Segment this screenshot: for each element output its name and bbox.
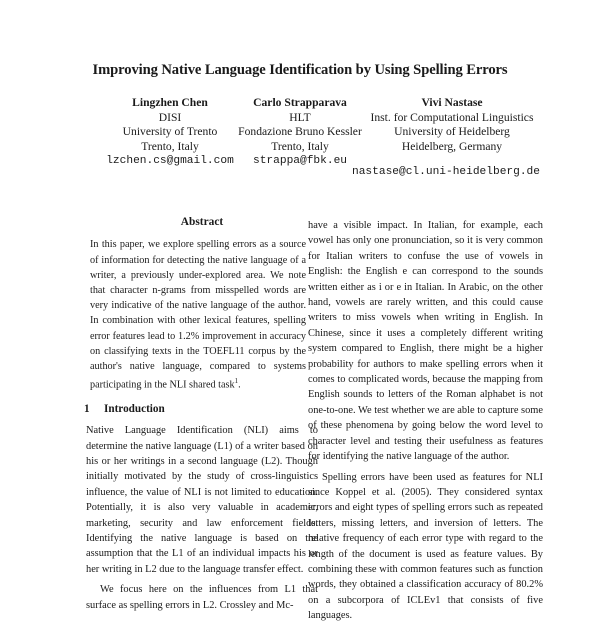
author-name: Lingzhen Chen (132, 96, 208, 109)
author-location: Heidelberg, Germany (401, 139, 503, 153)
author-name: Carlo Strapparava (253, 96, 347, 109)
abstract-end: . (238, 379, 241, 391)
author-affiliation: Inst. for Computational Linguistics (370, 110, 534, 124)
author-location: Trento, Italy (271, 139, 329, 153)
paper-title: Improving Native Language Identification by Using Spelling Errors (92, 62, 508, 78)
section-number: 1 (84, 402, 90, 415)
paragraph: We focus here on the influences from L1 that surface as spelling errors in L2. Crossley and Mc- (86, 584, 318, 611)
author-affiliation: Fondazione Bruno Kessler (238, 125, 362, 139)
section-heading (84, 402, 318, 417)
footnote-mark: 1 (234, 377, 239, 386)
author-location: Trento, Italy (141, 139, 199, 153)
author-email: lzchen.cs@gmail.com (106, 155, 234, 168)
paragraph: Native Language Identification (NLI) aims to determine the native language (L1) of a writer based on his or her writings in a second language (L2). Though initially motivated by the study of cross-linguistics influence, the value of NLI is not limited to education. Potentially, it is also very valuable in academic, marketing, security and law enforcement fields. Identifying the native language is based on the assumption that the L1 of an individual impacts his or her writing in L2 due to the language transfer effect. (86, 425, 318, 575)
author-affiliation: University of Trento (122, 125, 218, 139)
section-title: Introduction (104, 402, 165, 415)
author-affiliation: HLT (289, 110, 311, 124)
abstract-text (86, 237, 318, 392)
abstract-heading: Abstract (180, 216, 224, 228)
right-column (308, 218, 543, 624)
author-email: nastase@cl.uni-heidelberg.de (352, 166, 540, 178)
author-affiliation: University of Heidelberg (394, 125, 510, 139)
abstract-body: In this paper, we explore spelling errors as a source of information for detecting the native language of a writer, a previously under-explored area. We note that character n-grams from misspelled words are very indicative of the native language of the author. In combination with other lexical features, spelling error features lead to 1.2% improvement in accuracy on classifying texts in the TOEFL11 corpus by the author's native language, compared to systems participating in the NLI shared task (90, 239, 306, 391)
author-email: strappa@fbk.eu (253, 155, 347, 168)
author-block-3 (352, 96, 552, 154)
paragraph: Spelling errors have been used as features for NLI since Koppel et al. (2005). They considered syntax errors and eight types of spelling errors such as repeated letters, missing letters, and inversion of letters. The relative frequency of each error type with regard to the length of the document is used as feature values. By combining these with common features such as function words, they obtained a classification accuracy of 80.2% on a subcorpora of ICLEv1 that consists of five languages. (308, 471, 543, 622)
author-name: Vivi Nastase (421, 96, 483, 109)
left-column (86, 215, 318, 613)
paragraph: have a visible impact. In Italian, for example, each vowel has only one pronunciation, so it is very common for Italian writers to confuse the use of vowels in English: the English e can correspond to the sounds written either as i or e in Italian. In Arabic, on the other hand, vowels are rarely written, and this could cause writers to miss vowels when writing in English. In Chinese, since it uses a completely different writing system compared to English, there might be a higher probability for authors to make spelling errors when it comes to complicated words, because the mapping from English sounds to letters of the Roman alphabet is not one-to-one. We test whether we are able to capture some of these phenomena by going below the word level to character level and testing their usefulness as features for identifying the native language of the author. (308, 220, 543, 463)
author-affiliation: DISI (158, 110, 182, 124)
